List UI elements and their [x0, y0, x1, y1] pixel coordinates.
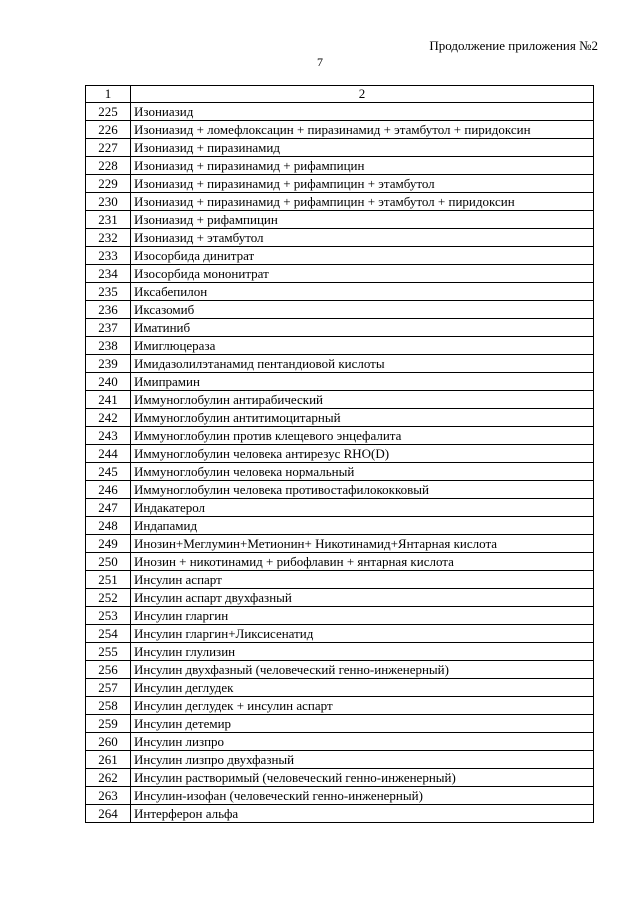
table-row: [86, 265, 594, 283]
table-row: [86, 733, 594, 751]
table-row: [86, 391, 594, 409]
row-number: 229: [86, 175, 131, 193]
table-row: [86, 445, 594, 463]
table-row: [86, 661, 594, 679]
row-number: 249: [86, 535, 131, 553]
table-row: [86, 499, 594, 517]
column-header-number: 1: [86, 86, 131, 103]
row-number: 257: [86, 679, 131, 697]
row-number: 252: [86, 589, 131, 607]
row-number: 225: [86, 103, 131, 121]
row-number: 235: [86, 283, 131, 301]
drug-name: Инсулин деглудек: [131, 679, 594, 697]
table-row: [86, 211, 594, 229]
row-number: 263: [86, 787, 131, 805]
table-row: [86, 373, 594, 391]
drug-name: Иммуноглобулин антитимоцитарный: [131, 409, 594, 427]
page-number: 7: [317, 55, 323, 69]
table-row: [86, 517, 594, 535]
row-number: 232: [86, 229, 131, 247]
row-number: 250: [86, 553, 131, 571]
row-number: 240: [86, 373, 131, 391]
row-number: 246: [86, 481, 131, 499]
table-row: [86, 643, 594, 661]
drug-name: Иммуноглобулин против клещевого энцефалита: [131, 427, 594, 445]
table-row: [86, 319, 594, 337]
table-header-row: [86, 86, 594, 103]
drug-list-table: [85, 85, 594, 823]
drug-name: Иммуноглобулин антирабический: [131, 391, 594, 409]
drug-name: Изониазид + рифампицин: [131, 211, 594, 229]
row-number: 242: [86, 409, 131, 427]
table-row: [86, 787, 594, 805]
drug-name: Инсулин двухфазный (человеческий генно-инженерный): [131, 661, 594, 679]
row-number: 261: [86, 751, 131, 769]
row-number: 233: [86, 247, 131, 265]
row-number: 226: [86, 121, 131, 139]
drug-name: Имипрамин: [131, 373, 594, 391]
table-row: [86, 409, 594, 427]
row-number: 237: [86, 319, 131, 337]
drug-name: Изосорбида мононитрат: [131, 265, 594, 283]
row-number: 236: [86, 301, 131, 319]
drug-name: Иматиниб: [131, 319, 594, 337]
drug-name: Инсулин растворимый (человеческий генно-инженерный): [131, 769, 594, 787]
drug-name: Инсулин аспарт: [131, 571, 594, 589]
drug-name: Инозин + никотинамид + рибофлавин + янтарная кислота: [131, 553, 594, 571]
drug-name: Индакатерол: [131, 499, 594, 517]
table-body: [86, 103, 594, 823]
drug-name: Инсулин деглудек + инсулин аспарт: [131, 697, 594, 715]
drug-name: Имиглюцераза: [131, 337, 594, 355]
drug-name: Иммуноглобулин человека антирезус RHO(D): [131, 445, 594, 463]
table-row: [86, 103, 594, 121]
row-number: 254: [86, 625, 131, 643]
table-row: [86, 355, 594, 373]
row-number: 234: [86, 265, 131, 283]
drug-name: Инсулин детемир: [131, 715, 594, 733]
table-row: [86, 805, 594, 823]
drug-name: Изониазид + пиразинамид + рифампицин + этамбутол + пиридоксин: [131, 193, 594, 211]
drug-name: Интерферон альфа: [131, 805, 594, 823]
table-row: [86, 193, 594, 211]
table-row: [86, 139, 594, 157]
table-row: [86, 607, 594, 625]
row-number: 253: [86, 607, 131, 625]
drug-name: Имидазолилэтанамид пентандиовой кислоты: [131, 355, 594, 373]
row-number: 230: [86, 193, 131, 211]
table-row: [86, 247, 594, 265]
row-number: 245: [86, 463, 131, 481]
row-number: 262: [86, 769, 131, 787]
table-row: [86, 121, 594, 139]
drug-name: Изониазид + пиразинамид: [131, 139, 594, 157]
table-row: [86, 751, 594, 769]
drug-name: Изониазид + пиразинамид + рифампицин: [131, 157, 594, 175]
table-row: [86, 697, 594, 715]
appendix-continuation-note: Продолжение приложения №2: [429, 38, 598, 53]
table-row: [86, 571, 594, 589]
row-number: 228: [86, 157, 131, 175]
table-row: [86, 715, 594, 733]
table-row: [86, 283, 594, 301]
row-number: 259: [86, 715, 131, 733]
table-row: [86, 463, 594, 481]
drug-name: Инсулин-изофан (человеческий генно-инженерный): [131, 787, 594, 805]
table-row: [86, 229, 594, 247]
table-row: [86, 481, 594, 499]
row-number: 243: [86, 427, 131, 445]
drug-name: Иммуноглобулин человека противостафилококковый: [131, 481, 594, 499]
row-number: 260: [86, 733, 131, 751]
row-number: 231: [86, 211, 131, 229]
row-number: 238: [86, 337, 131, 355]
table-row: [86, 157, 594, 175]
drug-name: Инсулин глулизин: [131, 643, 594, 661]
table-row: [86, 679, 594, 697]
row-number: 264: [86, 805, 131, 823]
drug-name: Индапамид: [131, 517, 594, 535]
row-number: 227: [86, 139, 131, 157]
drug-name: Инсулин аспарт двухфазный: [131, 589, 594, 607]
row-number: 247: [86, 499, 131, 517]
table-row: [86, 589, 594, 607]
drug-name: Изониазид: [131, 103, 594, 121]
row-number: 241: [86, 391, 131, 409]
row-number: 248: [86, 517, 131, 535]
row-number: 239: [86, 355, 131, 373]
table-row: [86, 769, 594, 787]
drug-name: Инсулин лизпро: [131, 733, 594, 751]
row-number: 256: [86, 661, 131, 679]
table-row: [86, 337, 594, 355]
drug-name: Изониазид + ломефлоксацин + пиразинамид + этамбутол + пиридоксин: [131, 121, 594, 139]
row-number: 255: [86, 643, 131, 661]
drug-name: Изониазид + пиразинамид + рифампицин + этамбутол: [131, 175, 594, 193]
column-header-name: 2: [131, 86, 594, 103]
row-number: 244: [86, 445, 131, 463]
row-number: 258: [86, 697, 131, 715]
table-row: [86, 301, 594, 319]
table-row: [86, 553, 594, 571]
drug-name: Инсулин гларгин: [131, 607, 594, 625]
table-row: [86, 427, 594, 445]
row-number: 251: [86, 571, 131, 589]
drug-name: Иксабепилон: [131, 283, 594, 301]
table-row: [86, 175, 594, 193]
drug-name: Иммуноглобулин человека нормальный: [131, 463, 594, 481]
table-row: [86, 625, 594, 643]
drug-name: Инсулин лизпро двухфазный: [131, 751, 594, 769]
drug-name: Инозин+Меглумин+Метионин+ Никотинамид+Янтарная кислота: [131, 535, 594, 553]
table-row: [86, 535, 594, 553]
drug-name: Инсулин гларгин+Ликсисенатид: [131, 625, 594, 643]
drug-name: Изосорбида динитрат: [131, 247, 594, 265]
drug-name: Иксазомиб: [131, 301, 594, 319]
drug-name: Изониазид + этамбутол: [131, 229, 594, 247]
